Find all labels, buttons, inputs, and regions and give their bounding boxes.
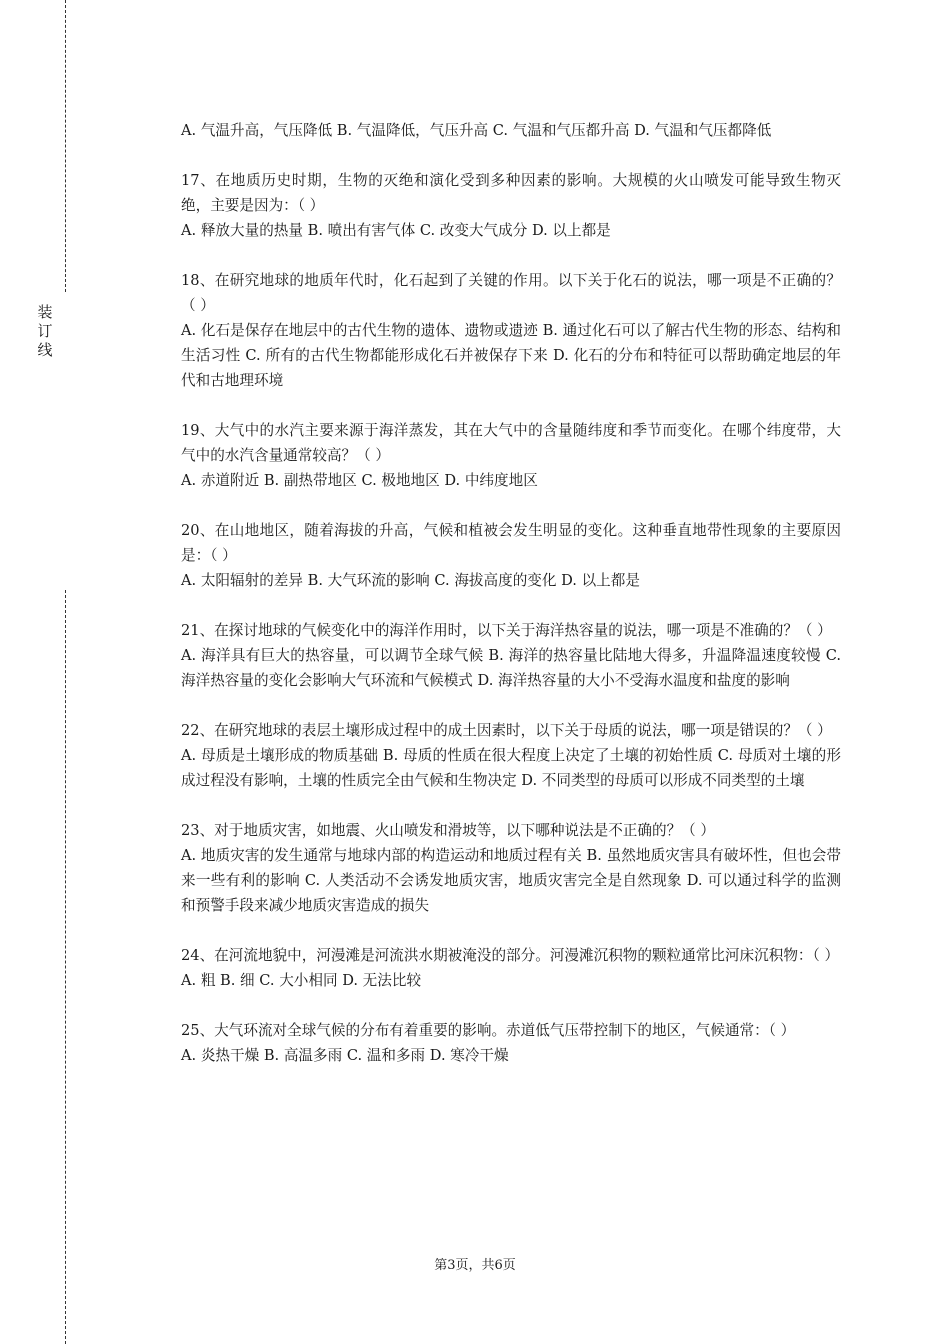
question-options: A. 炎热干燥 B. 高温多雨 C. 温和多雨 D. 寒冷干燥 [181, 1047, 509, 1064]
question-22 [181, 718, 841, 793]
question-options: A. 地质灾害的发生通常与地球内部的构造运动和地质过程有关 B. 虽然地质灾害具有破坏性，但也会带来一些有利的影响 C. 人类活动不会诱发地质灾害，地质灾害完全是自然现象 D. 可以通过科学的监测和预警手段来减少地质灾害造成的损失 [181, 847, 841, 914]
question-17 [181, 168, 841, 243]
question-stem: 25、大气环流对全球气候的分布有着重要的影响。赤道低气压带控制下的地区，气候通常：（ ） [181, 1022, 796, 1039]
question-24 [181, 943, 841, 993]
question-25 [181, 1018, 841, 1068]
question-options: A. 海洋具有巨大的热容量，可以调节全球气候 B. 海洋的热容量比陆地大得多，升温降温速度较慢 C. 海洋热容量的变化会影响大气环流和气候模式 D. 海洋热容量的大小不受海水温度和盐度的影响 [181, 647, 841, 689]
question-options: A. 释放大量的热量 B. 喷出有害气体 C. 改变大气成分 D. 以上都是 [181, 222, 611, 239]
question-options: A. 太阳辐射的差异 B. 大气环流的影响 C. 海拔高度的变化 D. 以上都是 [181, 572, 640, 589]
question-options: A. 气温升高，气压降低 B. 气温降低，气压升高 C. 气温和气压都升高 D. 气温和气压都降低 [181, 122, 772, 139]
question-18 [181, 268, 841, 393]
question-list [181, 118, 841, 1093]
binding-dashed-line-top [65, 0, 66, 292]
binding-label: 装订线 [37, 303, 53, 359]
question-23 [181, 818, 841, 918]
question-21 [181, 618, 841, 693]
question-20 [181, 518, 841, 593]
question-stem: 20、在山地地区，随着海拔的升高，气候和植被会发生明显的变化。这种垂直地带性现象的主要原因是：（ ） [181, 522, 841, 564]
question-stem: 23、对于地质灾害，如地震、火山喷发和滑坡等，以下哪种说法是不正确的？（ ） [181, 822, 715, 839]
question-stem: 17、在地质历史时期，生物的灭绝和演化受到多种因素的影响。大规模的火山喷发可能导致生物灭绝，主要是因为：（ ） [181, 172, 841, 214]
question-options: A. 母质是土壤形成的物质基础 B. 母质的性质在很大程度上决定了土壤的初始性质 C. 母质对土壤的形成过程没有影响，土壤的性质完全由气候和生物决定 D. 不同类型的母质可以形成不同类型的土壤 [181, 747, 841, 789]
question-16-continued [181, 118, 841, 143]
question-options: A. 赤道附近 B. 副热带地区 C. 极地地区 D. 中纬度地区 [181, 472, 538, 489]
question-stem: 22、在研究地球的表层土壤形成过程中的成土因素时，以下关于母质的说法，哪一项是错误的？（ ） [181, 722, 832, 739]
question-stem: 18、在研究地球的地质年代时，化石起到了关键的作用。以下关于化石的说法，哪一项是不正确的？（ ） [181, 272, 841, 314]
binding-dashed-line-bottom [65, 590, 66, 1344]
question-options: A. 化石是保存在地层中的古代生物的遗体、遗物或遗迹 B. 通过化石可以了解古代生物的形态、结构和生活习性 C. 所有的古代生物都能形成化石并被保存下来 D. 化石的分布和特征可以帮助确定地层的年代和古地理环境 [181, 322, 841, 389]
question-19 [181, 418, 841, 493]
question-stem: 21、在探讨地球的气候变化中的海洋作用时，以下关于海洋热容量的说法，哪一项是不准确的？（ ） [181, 622, 832, 639]
question-options: A. 粗 B. 细 C. 大小相同 D. 无法比较 [181, 972, 422, 989]
question-stem: 19、大气中的水汽主要来源于海洋蒸发，其在大气中的含量随纬度和季节而变化。在哪个纬度带，大气中的水汽含量通常较高？（ ） [181, 422, 841, 464]
question-stem: 24、在河流地貌中，河漫滩是河流洪水期被淹没的部分。河漫滩沉积物的颗粒通常比河床沉积物：（ ） [181, 947, 840, 964]
page-number: 第3页，共6页 [434, 1258, 516, 1273]
